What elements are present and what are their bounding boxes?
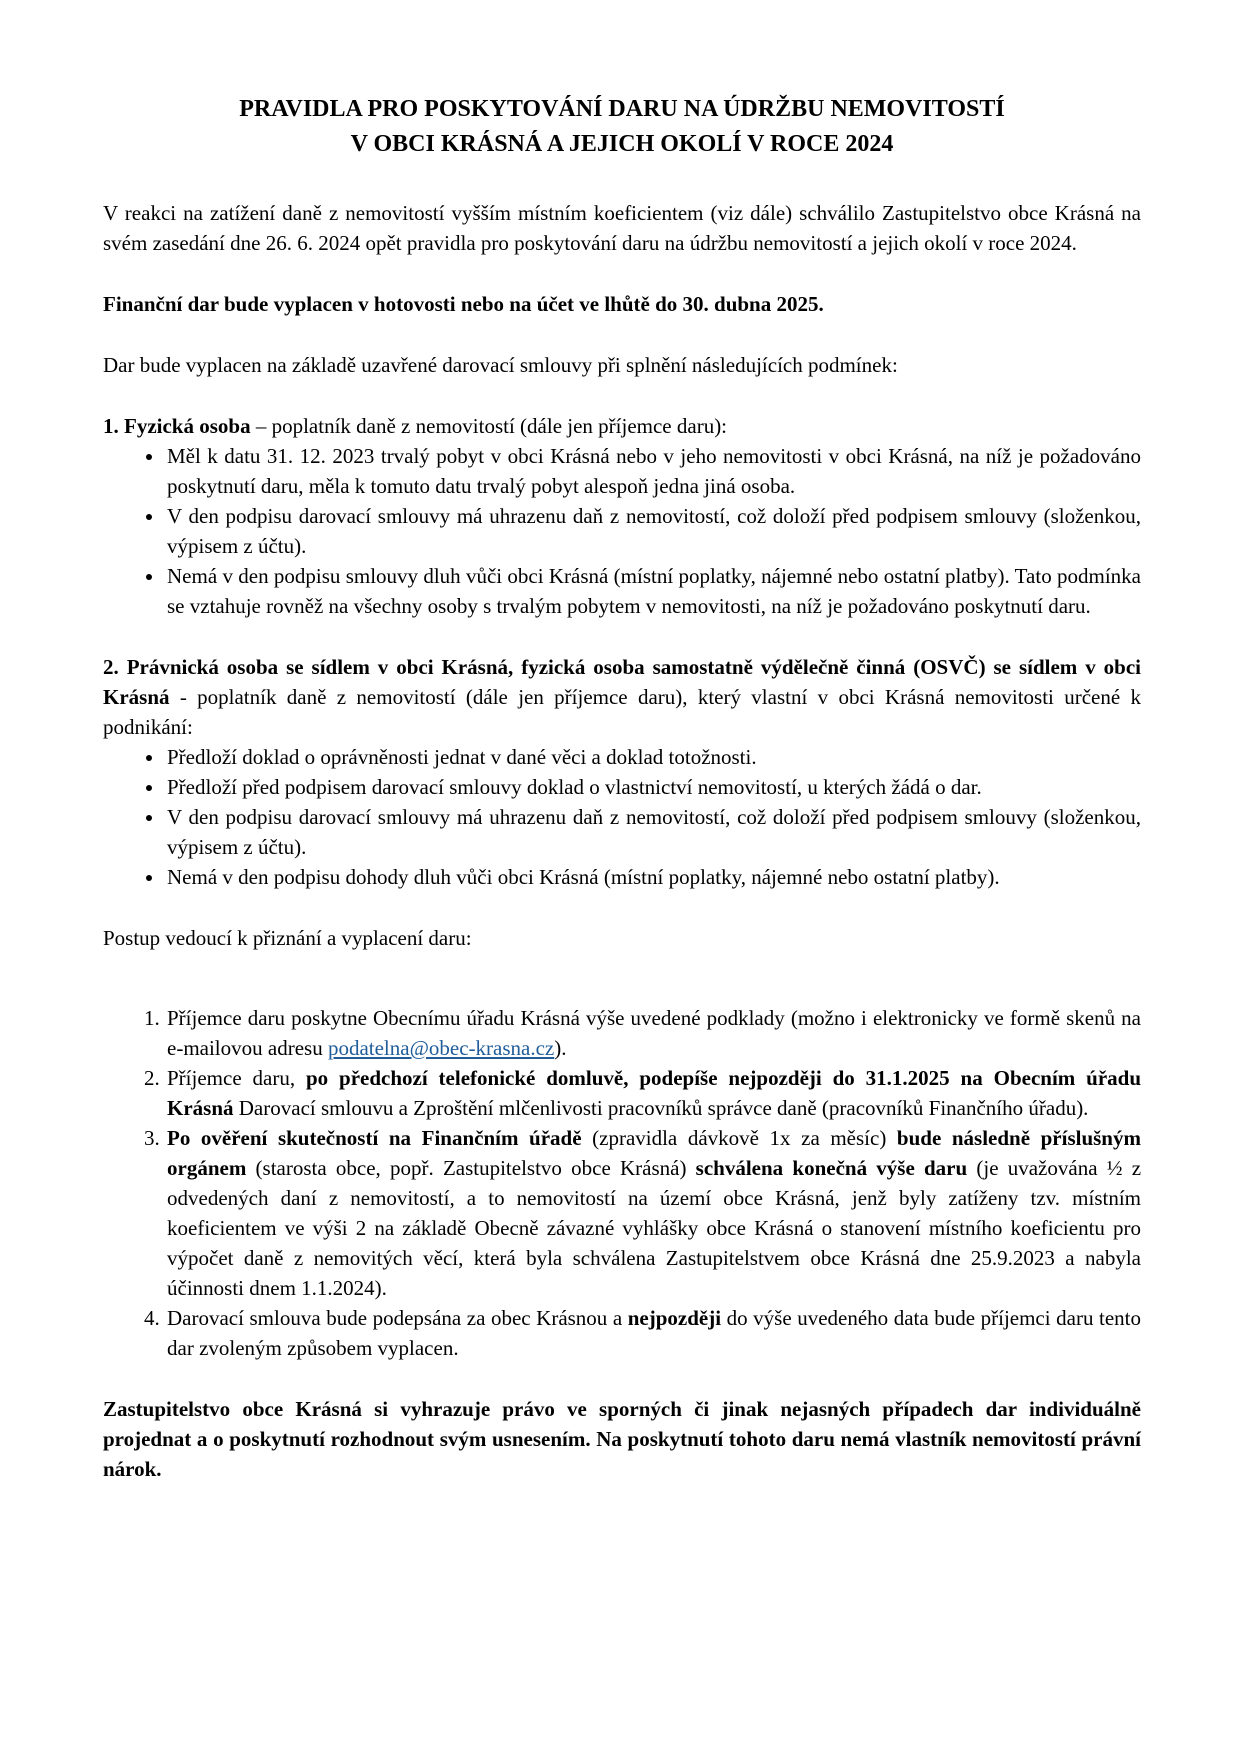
list-item (165, 441, 1141, 501)
text-run: Nemá v den podpisu smlouvy dluh vůči obci Krásná (místní poplatky, nájemné nebo ostatní platby). Tato podmínka se vztahuje rovněž na všechny osoby s trvalým pobytem v nemovitosti, na níž je požadováno poskytnutí daru. (167, 564, 1141, 618)
text-run: – poplatník daně z nemovitostí (dále jen příjemce daru): (250, 414, 728, 438)
page-title-line-1: PRAVIDLA PRO POSKYTOVÁNÍ DARU NA ÚDRŽBU NEMOVITOSTÍ (239, 96, 1005, 122)
text-run: Darovací smlouvu a Zproštění mlčenlivosti pracovníků správce daně (pracovníků Finančního úřadu). (233, 1096, 1089, 1120)
text-run: - poplatník daně z nemovitostí (dále jen příjemce daru), který vlastní v obci Krásná nemovitosti určené k podnikání: (103, 685, 1141, 739)
section-2-bullet-list (103, 742, 1141, 892)
text-run: schválena konečná výše daru (695, 1156, 968, 1180)
list-item (165, 802, 1141, 862)
text-run: Po ověření skutečností na Finančním úřadě (167, 1126, 582, 1150)
page-title (103, 92, 1141, 162)
document-body (103, 198, 1141, 1484)
text-run: Finanční dar bude vyplacen v hotovosti nebo na účet ve lhůtě do 30. dubna 2025. (103, 292, 824, 316)
text-run: Postup vedoucí k přiznání a vyplacení daru: (103, 926, 472, 950)
text-run: do výše uvedeného data bude příjemci daru tento dar zvoleným způsobem vyplacen. (167, 1306, 1141, 1360)
text-run: V den podpisu darovací smlouvy má uhrazenu daň z nemovitostí, což doloží před podpisem smlouvy (složenkou, výpisem z účtu). (167, 805, 1141, 859)
text-run: ). (554, 1036, 567, 1060)
text-run: Dar bude vyplacen na základě uzavřené darovací smlouvy při splnění následujících podmínek: (103, 353, 898, 377)
conditions-intro-paragraph (103, 350, 1141, 380)
text-run: (je uvažována ½ z odvedených daní z nemovitostí, a to nemovitostí na území obce Krásná, jenž byly zatíženy tzv. místním koeficientem ve výši 2 na základě Obecně závazné vyhlášky obce Krásná o stanovení místního koeficientu pro výpočet daně z nemovitých věcí, která byla schválena Zastupitelstvem obce Krásná dne 25.9.2023 a nabyla účinnosti dnem 1.1.2024). (167, 1156, 1142, 1300)
procedure-heading (103, 923, 1141, 953)
procedure-numbered-list (103, 1003, 1141, 1363)
text-run: Nemá v den podpisu dohody dluh vůči obci Krásná (místní poplatky, nájemné nebo ostatní platby). (167, 865, 1000, 889)
text-run: Příjemce daru poskytne Obecnímu úřadu Krásná výše uvedené podklady (možno i elektronicky ve formě skenů na e-mailovou adresu (167, 1006, 1141, 1060)
text-run: Předloží doklad o oprávněnosti jednat v dané věci a doklad totožnosti. (167, 745, 757, 769)
section-1-bullet-list (103, 441, 1141, 621)
text-run: 1. Fyzická osoba (103, 414, 251, 438)
text-run: Darovací smlouva bude podepsána za obec Krásnou a (167, 1306, 628, 1330)
text-run: bude následně příslušným orgánem (167, 1126, 1141, 1180)
text-run: Zastupitelstvo obce Krásná si vyhrazuje právo ve sporných či jinak nejasných případech dar individuálně projednat a o poskytnutí rozhodnout svým usnesením. Na poskytnutí tohoto daru nemá vlastník nemovitostí právní nárok. (103, 1397, 1141, 1481)
list-item (165, 1123, 1141, 1303)
text-run: V reakci na zatížení daně z nemovitostí vyšším místním koeficientem (viz dále) schválilo Zastupitelstvo obce Krásná na svém zasedání dne 26. 6. 2024 opět pravidla pro poskytování daru na údržbu nemovitostí a jejich okolí v roce 2024. (103, 201, 1141, 255)
text-run: V den podpisu darovací smlouvy má uhrazenu daň z nemovitostí, což doloží před podpisem smlouvy (složenkou, výpisem z účtu). (167, 504, 1141, 558)
list-item (165, 1063, 1141, 1123)
section-2-heading (103, 652, 1141, 742)
section-1-heading (103, 411, 1141, 441)
list-item (165, 772, 1141, 802)
text-run: Příjemce daru, (167, 1066, 306, 1090)
intro-paragraph (103, 198, 1141, 258)
text-run: po předchozí telefonické domluvě, podepíše nejpozději do 31.1.2025 na Obecním úřadu Krásná (167, 1066, 1142, 1120)
closing-paragraph (103, 1394, 1141, 1484)
list-item (165, 501, 1141, 561)
list-item (165, 561, 1141, 621)
page-title-line-2: V OBCI KRÁSNÁ A JEJICH OKOLÍ V ROCE 2024 (350, 131, 894, 157)
email-link[interactable]: podatelna@obec-krasna.cz (327, 1036, 555, 1060)
list-item (165, 1003, 1141, 1063)
text-run: Měl k datu 31. 12. 2023 trvalý pobyt v obci Krásná nebo v jeho nemovitosti v obci Krásná, na níž je požadováno poskytnutí daru, měla k tomuto datu trvalý pobyt alespoň jedna jiná osoba. (167, 444, 1141, 498)
text-run: (starosta obce, popř. Zastupitelstvo obce Krásná) (246, 1156, 696, 1180)
text-run: nejpozději (627, 1306, 722, 1330)
text-run: (zpravidla dávkově 1x za měsíc) (581, 1126, 897, 1150)
text-run: 2. Právnická osoba se sídlem v obci Krásná, fyzická osoba samostatně výdělečně činná (OSVČ) se sídlem v obci Krásná (103, 655, 1141, 709)
list-item (165, 862, 1141, 892)
text-run: Předloží před podpisem darovací smlouvy doklad o vlastnictví nemovitostí, u kterých žádá o dar. (167, 775, 982, 799)
list-item (165, 1303, 1141, 1363)
list-item (165, 742, 1141, 772)
payment-deadline-paragraph (103, 289, 1141, 319)
